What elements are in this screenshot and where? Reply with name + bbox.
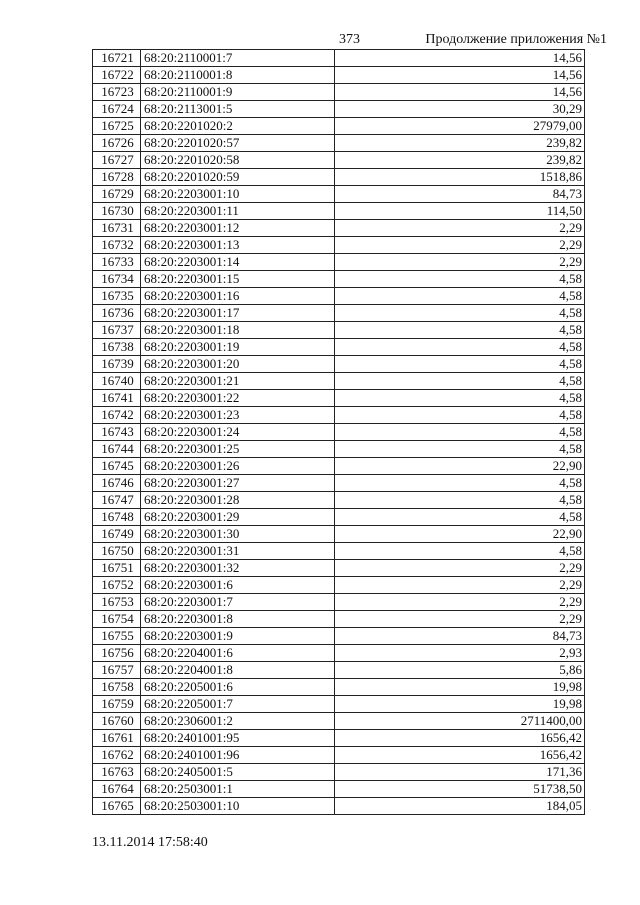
row-number-cell: 16736 xyxy=(93,305,141,322)
value-cell: 5,86 xyxy=(335,662,585,679)
cadastral-number-cell: 68:20:2203001:18 xyxy=(141,322,335,339)
row-number-cell: 16743 xyxy=(93,424,141,441)
print-timestamp: 13.11.2014 17:58:40 xyxy=(92,835,208,850)
value-cell: 4,58 xyxy=(335,288,585,305)
row-number-cell: 16728 xyxy=(93,169,141,186)
table-row xyxy=(93,169,585,186)
cadastral-number-cell: 68:20:2203001:8 xyxy=(141,611,335,628)
table-row xyxy=(93,424,585,441)
table-row xyxy=(93,101,585,118)
value-cell: 4,58 xyxy=(335,373,585,390)
row-number-cell: 16750 xyxy=(93,543,141,560)
cadastral-number-cell: 68:20:2203001:6 xyxy=(141,577,335,594)
value-cell: 4,58 xyxy=(335,492,585,509)
table-row xyxy=(93,798,585,815)
cadastral-number-cell: 68:20:2203001:21 xyxy=(141,373,335,390)
value-cell: 4,58 xyxy=(335,424,585,441)
table-row xyxy=(93,322,585,339)
row-number-cell: 16731 xyxy=(93,220,141,237)
row-number-cell: 16765 xyxy=(93,798,141,815)
row-number-cell: 16727 xyxy=(93,152,141,169)
table-row xyxy=(93,186,585,203)
row-number-cell: 16733 xyxy=(93,254,141,271)
value-cell: 4,58 xyxy=(335,305,585,322)
row-number-cell: 16757 xyxy=(93,662,141,679)
row-number-cell: 16742 xyxy=(93,407,141,424)
cadastral-number-cell: 68:20:2401001:95 xyxy=(141,730,335,747)
row-number-cell: 16756 xyxy=(93,645,141,662)
cadastral-number-cell: 68:20:2503001:10 xyxy=(141,798,335,815)
value-cell: 184,05 xyxy=(335,798,585,815)
value-cell: 4,58 xyxy=(335,475,585,492)
cadastral-number-cell: 68:20:2203001:31 xyxy=(141,543,335,560)
cadastral-number-cell: 68:20:2204001:8 xyxy=(141,662,335,679)
cadastral-number-cell: 68:20:2203001:7 xyxy=(141,594,335,611)
table-row xyxy=(93,305,585,322)
cadastral-number-cell: 68:20:2203001:17 xyxy=(141,305,335,322)
value-cell: 2,29 xyxy=(335,560,585,577)
value-cell: 4,58 xyxy=(335,271,585,288)
value-cell: 2,29 xyxy=(335,237,585,254)
value-cell: 30,29 xyxy=(335,101,585,118)
value-cell: 2711400,00 xyxy=(335,713,585,730)
row-number-cell: 16746 xyxy=(93,475,141,492)
cadastral-number-cell: 68:20:2201020:58 xyxy=(141,152,335,169)
table-row xyxy=(93,764,585,781)
row-number-cell: 16723 xyxy=(93,84,141,101)
table-row xyxy=(93,373,585,390)
row-number-cell: 16760 xyxy=(93,713,141,730)
value-cell: 14,56 xyxy=(335,84,585,101)
table-row xyxy=(93,84,585,101)
value-cell: 239,82 xyxy=(335,135,585,152)
row-number-cell: 16734 xyxy=(93,271,141,288)
cadastral-number-cell: 68:20:2203001:30 xyxy=(141,526,335,543)
value-cell: 239,82 xyxy=(335,152,585,169)
row-number-cell: 16759 xyxy=(93,696,141,713)
value-cell: 22,90 xyxy=(335,526,585,543)
cadastral-number-cell: 68:20:2203001:11 xyxy=(141,203,335,220)
value-cell: 14,56 xyxy=(335,50,585,67)
value-cell: 1518,86 xyxy=(335,169,585,186)
table-row xyxy=(93,237,585,254)
cadastral-number-cell: 68:20:2203001:20 xyxy=(141,356,335,373)
row-number-cell: 16735 xyxy=(93,288,141,305)
row-number-cell: 16747 xyxy=(93,492,141,509)
row-number-cell: 16764 xyxy=(93,781,141,798)
row-number-cell: 16722 xyxy=(93,67,141,84)
table-row xyxy=(93,492,585,509)
cadastral-number-cell: 68:20:2204001:6 xyxy=(141,645,335,662)
cadastral-number-cell: 68:20:2203001:14 xyxy=(141,254,335,271)
table-row xyxy=(93,475,585,492)
value-cell: 51738,50 xyxy=(335,781,585,798)
cadastral-number-cell: 68:20:2405001:5 xyxy=(141,764,335,781)
cadastral-value-table xyxy=(92,49,585,815)
cadastral-number-cell: 68:20:2201020:57 xyxy=(141,135,335,152)
row-number-cell: 16737 xyxy=(93,322,141,339)
table-row xyxy=(93,135,585,152)
value-cell: 2,29 xyxy=(335,577,585,594)
table-row xyxy=(93,577,585,594)
table-row xyxy=(93,509,585,526)
table-row xyxy=(93,747,585,764)
row-number-cell: 16741 xyxy=(93,390,141,407)
cadastral-number-cell: 68:20:2306001:2 xyxy=(141,713,335,730)
row-number-cell: 16762 xyxy=(93,747,141,764)
table-row xyxy=(93,407,585,424)
table-row xyxy=(93,339,585,356)
value-cell: 14,56 xyxy=(335,67,585,84)
table-body xyxy=(93,50,585,815)
appendix-continuation-label: Продолжение приложения №1 xyxy=(425,32,607,47)
cadastral-number-cell: 68:20:2110001:7 xyxy=(141,50,335,67)
cadastral-number-cell: 68:20:2201020:59 xyxy=(141,169,335,186)
table-row xyxy=(93,662,585,679)
row-number-cell: 16721 xyxy=(93,50,141,67)
value-cell: 114,50 xyxy=(335,203,585,220)
row-number-cell: 16751 xyxy=(93,560,141,577)
row-number-cell: 16740 xyxy=(93,373,141,390)
row-number-cell: 16745 xyxy=(93,458,141,475)
row-number-cell: 16726 xyxy=(93,135,141,152)
page-number: 373 xyxy=(339,32,360,47)
cadastral-number-cell: 68:20:2203001:13 xyxy=(141,237,335,254)
value-cell: 22,90 xyxy=(335,458,585,475)
row-number-cell: 16761 xyxy=(93,730,141,747)
table-row xyxy=(93,50,585,67)
table-row xyxy=(93,271,585,288)
table-row xyxy=(93,152,585,169)
table-row xyxy=(93,288,585,305)
table-row xyxy=(93,441,585,458)
cadastral-number-cell: 68:20:2203001:29 xyxy=(141,509,335,526)
row-number-cell: 16753 xyxy=(93,594,141,611)
table-row xyxy=(93,679,585,696)
value-cell: 19,98 xyxy=(335,679,585,696)
value-cell: 1656,42 xyxy=(335,747,585,764)
value-cell: 2,29 xyxy=(335,220,585,237)
value-cell: 4,58 xyxy=(335,407,585,424)
cadastral-number-cell: 68:20:2205001:6 xyxy=(141,679,335,696)
cadastral-number-cell: 68:20:2203001:16 xyxy=(141,288,335,305)
cadastral-number-cell: 68:20:2205001:7 xyxy=(141,696,335,713)
row-number-cell: 16755 xyxy=(93,628,141,645)
value-cell: 4,58 xyxy=(335,543,585,560)
cadastral-number-cell: 68:20:2203001:22 xyxy=(141,390,335,407)
table-row xyxy=(93,730,585,747)
value-cell: 1656,42 xyxy=(335,730,585,747)
value-cell: 2,29 xyxy=(335,254,585,271)
cadastral-number-cell: 68:20:2203001:25 xyxy=(141,441,335,458)
row-number-cell: 16748 xyxy=(93,509,141,526)
table-row xyxy=(93,254,585,271)
table-row xyxy=(93,220,585,237)
table-row xyxy=(93,628,585,645)
table-row xyxy=(93,526,585,543)
cadastral-number-cell: 68:20:2203001:24 xyxy=(141,424,335,441)
row-number-cell: 16738 xyxy=(93,339,141,356)
row-number-cell: 16730 xyxy=(93,203,141,220)
table-row xyxy=(93,118,585,135)
value-cell: 4,58 xyxy=(335,390,585,407)
cadastral-number-cell: 68:20:2203001:27 xyxy=(141,475,335,492)
value-cell: 2,29 xyxy=(335,594,585,611)
table-row xyxy=(93,543,585,560)
value-cell: 171,36 xyxy=(335,764,585,781)
cadastral-number-cell: 68:20:2203001:9 xyxy=(141,628,335,645)
value-cell: 4,58 xyxy=(335,322,585,339)
cadastral-number-cell: 68:20:2203001:32 xyxy=(141,560,335,577)
cadastral-number-cell: 68:20:2201020:2 xyxy=(141,118,335,135)
row-number-cell: 16763 xyxy=(93,764,141,781)
table-row xyxy=(93,713,585,730)
row-number-cell: 16752 xyxy=(93,577,141,594)
cadastral-number-cell: 68:20:2503001:1 xyxy=(141,781,335,798)
row-number-cell: 16724 xyxy=(93,101,141,118)
table-row xyxy=(93,645,585,662)
value-cell: 4,58 xyxy=(335,441,585,458)
row-number-cell: 16729 xyxy=(93,186,141,203)
cadastral-number-cell: 68:20:2401001:96 xyxy=(141,747,335,764)
table-row xyxy=(93,560,585,577)
cadastral-number-cell: 68:20:2113001:5 xyxy=(141,101,335,118)
cadastral-number-cell: 68:20:2110001:8 xyxy=(141,67,335,84)
row-number-cell: 16749 xyxy=(93,526,141,543)
cadastral-number-cell: 68:20:2203001:10 xyxy=(141,186,335,203)
value-cell: 84,73 xyxy=(335,186,585,203)
row-number-cell: 16739 xyxy=(93,356,141,373)
table-row xyxy=(93,203,585,220)
table-row xyxy=(93,458,585,475)
cadastral-number-cell: 68:20:2203001:19 xyxy=(141,339,335,356)
cadastral-number-cell: 68:20:2203001:15 xyxy=(141,271,335,288)
value-cell: 2,29 xyxy=(335,611,585,628)
row-number-cell: 16725 xyxy=(93,118,141,135)
table-row xyxy=(93,67,585,84)
table-row xyxy=(93,356,585,373)
value-cell: 84,73 xyxy=(335,628,585,645)
value-cell: 4,58 xyxy=(335,339,585,356)
value-cell: 4,58 xyxy=(335,509,585,526)
cadastral-number-cell: 68:20:2203001:12 xyxy=(141,220,335,237)
table-row xyxy=(93,611,585,628)
table-row xyxy=(93,594,585,611)
cadastral-number-cell: 68:20:2203001:26 xyxy=(141,458,335,475)
table-row xyxy=(93,781,585,798)
value-cell: 4,58 xyxy=(335,356,585,373)
row-number-cell: 16732 xyxy=(93,237,141,254)
value-cell: 2,93 xyxy=(335,645,585,662)
table-row xyxy=(93,696,585,713)
row-number-cell: 16754 xyxy=(93,611,141,628)
cadastral-number-cell: 68:20:2203001:28 xyxy=(141,492,335,509)
table-row xyxy=(93,390,585,407)
value-cell: 19,98 xyxy=(335,696,585,713)
cadastral-number-cell: 68:20:2203001:23 xyxy=(141,407,335,424)
row-number-cell: 16758 xyxy=(93,679,141,696)
row-number-cell: 16744 xyxy=(93,441,141,458)
cadastral-number-cell: 68:20:2110001:9 xyxy=(141,84,335,101)
value-cell: 27979,00 xyxy=(335,118,585,135)
